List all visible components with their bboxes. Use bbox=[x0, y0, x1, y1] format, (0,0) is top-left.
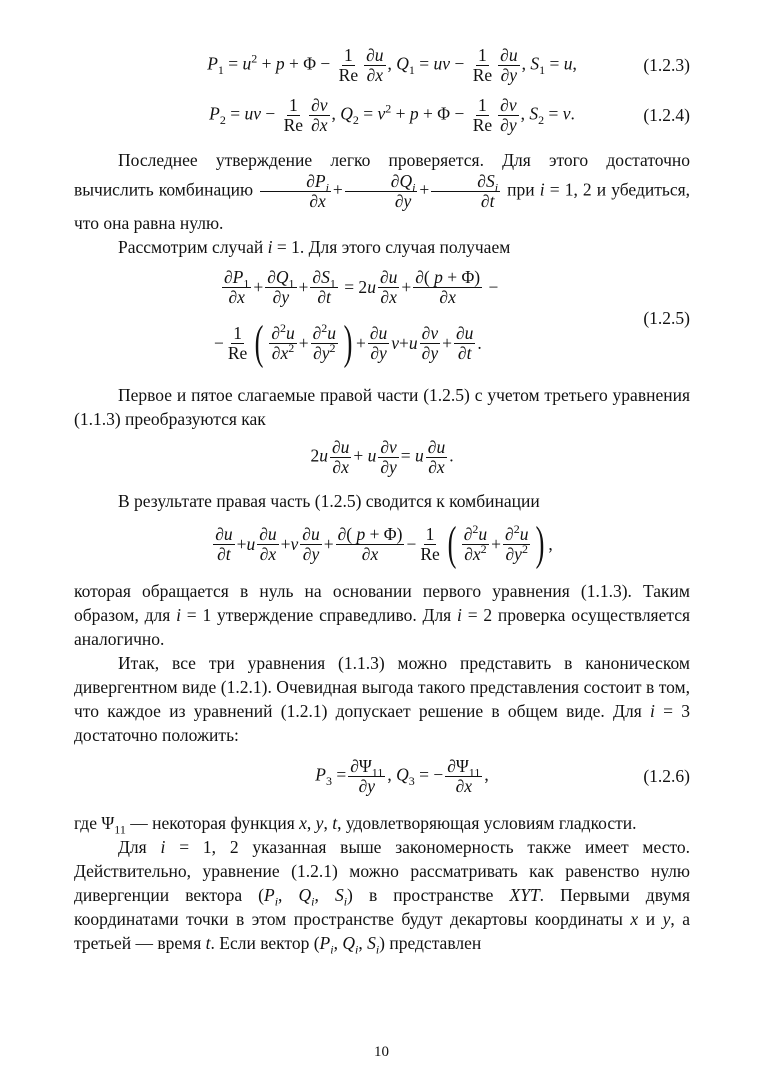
equation-number: (1.2.6) bbox=[643, 766, 690, 786]
page-number: 10 bbox=[374, 1044, 389, 1060]
equation-1-2-5-line1: $\frac{\partial P_1}{\partial x}$ + $\frac{\partial Q_1}{\partial y}$ + $\frac{\partial S_1}{\partial t}$ = 2 u $\frac{\partial u}{\partial x}$ + $\frac{\partial( p + \Phi)}{\partial x}$ − bbox=[224, 266, 499, 307]
text-run: которая обращается в нуль на основании первого уравнения (1.1.3). Таким образом, для bbox=[74, 581, 690, 625]
text-run: = 2 проверка осуществляется аналогично. bbox=[74, 605, 691, 649]
page-body bbox=[74, 40, 690, 955]
paragraph-result bbox=[74, 489, 690, 513]
psi-subscript: 11 bbox=[114, 822, 126, 837]
equation-1-2-3 bbox=[94, 40, 690, 90]
paragraph-first-fifth-terms bbox=[74, 383, 690, 431]
text-run: где Ψ bbox=[74, 813, 115, 833]
text-run: — некоторая функция bbox=[130, 813, 295, 833]
text-run: Последнее утверждение легко проверяется. Для этого достаточно вычислить комбинацию bbox=[74, 150, 690, 200]
text-run: = 1, 2 и убедиться, что она равна нулю. bbox=[74, 179, 691, 233]
text-run: Рассмотрим случай bbox=[118, 237, 264, 257]
equation-1-2-3-body: $P_1 = u^2 + p + \Phi$ − $\frac{1}{Re}$ $\frac{\partial u}{\partial x}$ , $Q_1$ = uv − $\frac{1}{Re}$ $\frac{\partial u}{\partial y}$ , $S_1 = u$, bbox=[207, 44, 577, 85]
text-run: = 3 достаточно положить: bbox=[74, 701, 691, 745]
text-run: и bbox=[645, 909, 656, 929]
text-run: Первое и пятое слагаемые правой части (1.2.5) с учетом третьего уравнения (1.1.3) преобразуются как bbox=[74, 385, 690, 429]
text-run: в пространстве bbox=[368, 885, 494, 905]
equation-number: (1.2.5) bbox=[643, 308, 690, 328]
equation-transform bbox=[74, 431, 690, 483]
paragraph-divergence: Для i = 1, 2 указанная выше закономерность также имеет место. Действительно, уравнение (1.2.1) можно рассматривать как равенство нулю дивергенции вектора ($P_i$, $Q_i$, $S_i$) в пространстве XYT. Первыми двумя координатами точки в этом пространстве будут декартовы координаты x и y, а третьей — время t. Если вектор ($P_i$, $Q_i$, $S_i$) представлен bbox=[74, 837, 691, 957]
paragraph-verification: Последнее утверждение легко проверяется. Для этого достаточно вычислить комбинацию $\frac{\partial P_i}{\partial x}$ + $\frac{\partial Q_i}{\partial y}$ + $\frac{\partial S_i}{\partial t}$ при i = 1, 2 и убедиться, что она равна нулю. bbox=[74, 150, 691, 233]
text-run: В результате правая часть (1.2.5) сводится к комбинации bbox=[118, 491, 540, 511]
paragraph-vanishes: которая обращается в нуль на основании первого уравнения (1.1.3). Таким образом, для i = 1 утверждение справедливо. Для i = 2 проверка осуществляется аналогично. bbox=[74, 581, 691, 649]
equation-1-2-6 bbox=[114, 747, 690, 805]
text-run: Для bbox=[118, 837, 147, 857]
text-run: = 1 утверждение справедливо. Для bbox=[186, 605, 452, 625]
equation-1-2-6-body: $P_3$ = $\frac{\partial\Psi_{11}}{\partial y}$ , $Q_3$ = − $\frac{\partial\Psi_{11}}{\partial x}$ , bbox=[315, 755, 489, 796]
paragraph-psi-definition: где $\Psi_{11}$ — некоторая функция x, y, t, удовлетворяющая условиям гладкости. bbox=[74, 813, 637, 837]
paragraph-case-i1: Рассмотрим случай i = 1. Для этого случая получаем bbox=[118, 237, 511, 257]
text-run: удовлетворяющая условиям гладкости. bbox=[345, 813, 637, 833]
equation-1-2-4-body: $P_2$ = uv − $\frac{1}{Re}$ $\frac{\partial v}{\partial x}$ , $Q_2 = v^2 + p + \Phi$ − $\frac{1}{Re}$ $\frac{\partial v}{\partial y}$ , $S_2 = v$. bbox=[209, 94, 575, 135]
equation-1-2-5 bbox=[74, 259, 690, 377]
equation-number: (1.2.3) bbox=[643, 55, 690, 75]
equation-transform-body: 2u $\frac{\partial u}{\partial x}$ + u $\frac{\partial v}{\partial y}$ = u $\frac{\partial u}{\partial x}$ . bbox=[310, 436, 454, 477]
paragraph-canonical-form: Итак, все три уравнения (1.1.3) можно представить в каноническом дивергентном виде (1.2.1). Очевидная выгода такого представления состоит в том, что каждое из уравнений (1.2.1) допускает решение в общем виде. Для i = 3 достаточно положить: bbox=[74, 653, 691, 745]
text-run: , а третьей — время bbox=[74, 909, 690, 953]
text-run: при bbox=[507, 179, 535, 200]
text-run: = 1. Для этого случая получаем bbox=[276, 237, 511, 257]
text-run: = 1, 2 указанная выше закономерность также имеет место. Действительно, уравнение (1.2.1) можно рассматривать как равенство нулю дивергенции вектора bbox=[74, 837, 691, 905]
equation-number: (1.2.4) bbox=[643, 105, 690, 125]
equation-1-2-4 bbox=[94, 90, 690, 140]
equation-1-2-5-line2: − $\frac{1}{Re}$ ( $\frac{\partial^2u}{\partial x^2}$ + $\frac{\partial^2u}{\partial y^2}$ ) + $\frac{\partial u}{\partial y}$ v + u $\frac{\partial v}{\partial y}$ + $\frac{\partial u}{\partial t}$ . bbox=[214, 316, 482, 369]
text-run: Итак, все три уравнения (1.1.3) можно представить в каноническом дивергентном виде (1.2.1). Очевидная выгода такого представления состоит в том, что каждое из уравнений (1.2.1) допускает решение в общем виде. Для bbox=[74, 653, 690, 721]
text-run: . Первыми двумя координатами точки в этом пространстве будут декартовы координаты bbox=[74, 885, 691, 929]
equation-combination-body: $\frac{\partial u}{\partial t}$ + u $\frac{\partial u}{\partial x}$ + v $\frac{\partial u}{\partial y}$ + $\frac{\partial( p + \Phi)}{\partial x}$ − $\frac{1}{Re}$ ( $\frac{\partial^2u}{\partial x^2}$ + $\frac{\partial^2u}{\partial y^2}$ ) , bbox=[215, 517, 553, 570]
text-run: . Если вектор bbox=[210, 933, 310, 953]
equation-combination bbox=[74, 513, 690, 575]
text-run: представлен bbox=[389, 933, 482, 953]
